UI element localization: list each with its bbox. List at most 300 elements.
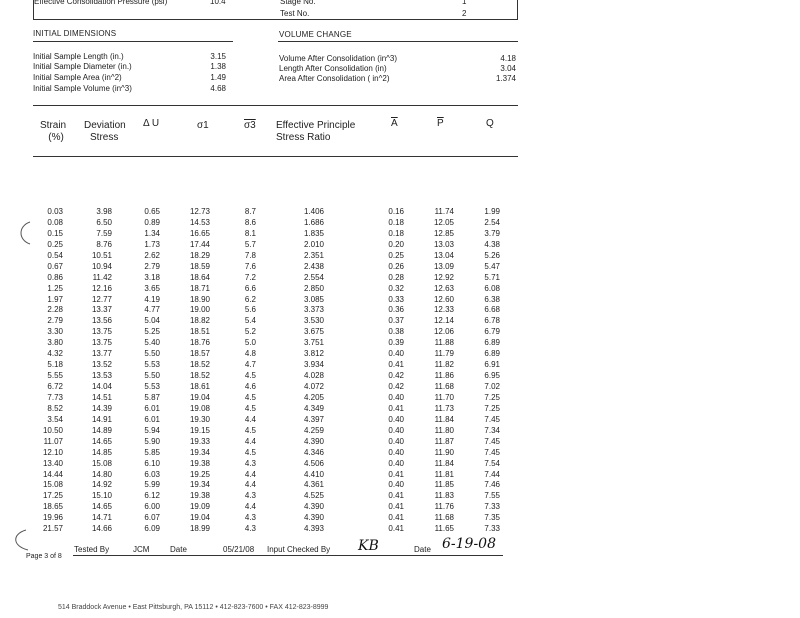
cell-sigma1: 19.09 — [189, 502, 210, 512]
cell-a: 0.40 — [388, 349, 404, 359]
cell-p: 11.80 — [434, 425, 454, 435]
cell-ratio: 4.390 — [303, 513, 324, 523]
col-deviator — [84, 120, 126, 144]
cell-sigma3: 4.3 — [244, 458, 256, 468]
cell-ratio: 4.028 — [303, 371, 324, 381]
cell-sigma1: 16.65 — [189, 228, 210, 238]
cell-ratio: 4.205 — [303, 392, 324, 402]
cell-ratio: 3.675 — [303, 327, 324, 337]
cell-q: 2.54 — [484, 217, 500, 227]
cell-deviator: 13.56 — [91, 316, 112, 326]
cell-sigma1: 18.76 — [189, 338, 210, 348]
cell-delta-u: 4.19 — [144, 294, 160, 304]
cell-delta-u: 0.89 — [144, 217, 160, 227]
area-after-label: Area After Consolidation ( in^2) — [279, 74, 390, 83]
cell-strain: 0.86 — [47, 272, 63, 282]
col-sigma3: σ3 — [244, 120, 256, 131]
cell-delta-u: 6.03 — [144, 469, 160, 479]
cell-sigma1: 19.04 — [189, 392, 210, 402]
cell-deviator: 14.80 — [91, 469, 112, 479]
cell-ratio: 4.072 — [303, 382, 324, 391]
table-row — [28, 251, 508, 262]
cell-a: 0.16 — [388, 207, 404, 216]
cell-strain: 2.28 — [47, 305, 63, 315]
cell-delta-u: 5.50 — [144, 349, 160, 359]
tested-by-value: JCM — [133, 545, 150, 554]
cell-p: 11.68 — [434, 382, 454, 391]
col-p: $\overline{P}$ — [437, 118, 444, 129]
cell-sigma3: 7.2 — [244, 272, 256, 282]
cell-delta-u: 5.53 — [144, 382, 160, 391]
cell-delta-u: 2.62 — [144, 250, 160, 260]
cell-deviator: 6.50 — [96, 217, 112, 227]
table-row — [28, 349, 508, 360]
cell-a: 0.41 — [388, 360, 404, 370]
cell-p: 11.73 — [434, 403, 454, 413]
cell-p: 12.63 — [433, 283, 454, 293]
cell-sigma1: 18.61 — [189, 382, 210, 391]
cell-delta-u: 5.90 — [144, 436, 160, 446]
cell-delta-u: 6.07 — [144, 513, 160, 523]
cell-sigma1: 18.52 — [189, 360, 210, 370]
cell-p: 11.74 — [434, 207, 454, 216]
cell-p: 13.04 — [433, 250, 454, 260]
cell-sigma1: 18.64 — [189, 272, 210, 282]
cell-a: 0.41 — [388, 469, 404, 479]
cell-deviator: 11.42 — [92, 272, 112, 282]
cell-a: 0.40 — [388, 458, 404, 468]
cell-strain: 1.97 — [47, 294, 63, 304]
cell-p: 11.86 — [434, 371, 454, 381]
cell-strain: 17.25 — [42, 491, 63, 501]
table-row — [28, 338, 508, 349]
cell-p: 11.90 — [434, 447, 454, 457]
cell-sigma1: 18.29 — [189, 250, 210, 260]
cell-strain: 0.15 — [47, 228, 63, 238]
cell-deviator: 14.89 — [91, 425, 112, 435]
initial-dimensions-heading: INITIAL DIMENSIONS — [33, 29, 117, 38]
cell-q: 7.45 — [484, 436, 500, 446]
cell-a: 0.40 — [388, 480, 404, 490]
cell-strain: 6.72 — [47, 382, 63, 391]
cell-a: 0.40 — [388, 436, 404, 446]
cell-strain: 4.32 — [47, 349, 63, 359]
cell-q: 7.35 — [484, 513, 500, 523]
cell-ratio: 4.397 — [303, 414, 324, 424]
cell-delta-u: 6.01 — [144, 403, 160, 413]
cell-sigma3: 4.4 — [244, 480, 256, 490]
cell-ratio: 3.751 — [303, 338, 324, 348]
cell-ratio: 1.686 — [303, 217, 324, 227]
cell-deviator: 13.52 — [91, 360, 112, 370]
cell-sigma3: 4.3 — [244, 524, 256, 534]
cell-sigma3: 4.8 — [244, 349, 256, 359]
cell-ratio: 4.390 — [303, 436, 324, 446]
cell-ratio: 4.393 — [303, 524, 324, 534]
cell-a: 0.42 — [388, 371, 404, 381]
cell-sigma3: 4.3 — [244, 491, 256, 501]
cell-p: 11.87 — [434, 436, 454, 446]
cell-ratio: 1.835 — [303, 228, 324, 238]
cell-a: 0.41 — [388, 524, 404, 534]
cell-sigma1: 19.38 — [189, 491, 210, 501]
right-border — [517, 0, 518, 20]
cell-delta-u: 5.04 — [144, 316, 160, 326]
cell-delta-u: 5.53 — [144, 360, 160, 370]
cell-strain: 2.79 — [47, 316, 63, 326]
cell-sigma3: 4.4 — [244, 414, 256, 424]
cell-q: 6.78 — [484, 316, 500, 326]
cell-sigma1: 18.57 — [189, 349, 210, 359]
cell-sigma3: 5.6 — [244, 305, 256, 315]
cell-p: 11.70 — [434, 392, 454, 402]
cell-ratio: 4.525 — [303, 491, 324, 501]
cell-q: 7.33 — [484, 524, 500, 534]
cell-delta-u: 5.50 — [144, 371, 160, 381]
cell-strain: 7.73 — [47, 392, 63, 402]
cell-strain: 19.96 — [42, 513, 63, 523]
cell-p: 11.82 — [434, 360, 454, 370]
cell-ratio: 2.010 — [303, 239, 324, 249]
table-row — [28, 327, 508, 338]
cell-deviator: 14.92 — [91, 480, 112, 490]
length-after-value: 3.04 — [500, 64, 516, 73]
col-deviator-subtitle: Stress — [90, 132, 119, 143]
volume-after-label: Volume After Consolidation (in^3) — [279, 54, 398, 63]
cell-p: 11.79 — [434, 349, 454, 359]
cell-p: 12.05 — [433, 217, 454, 227]
test-value: 2 — [462, 9, 467, 18]
table-row — [28, 207, 508, 218]
cell-a: 0.41 — [388, 491, 404, 501]
col-delta-u: Δ U — [143, 118, 160, 129]
col-deviator-title: Deviation — [84, 120, 126, 131]
cell-deviator: 15.08 — [91, 458, 112, 468]
cell-a: 0.20 — [388, 239, 404, 249]
table-row — [28, 262, 508, 273]
cell-sigma1: 18.82 — [189, 316, 210, 326]
table-row — [28, 480, 508, 491]
cell-q: 7.34 — [484, 425, 500, 435]
cell-q: 5.47 — [484, 261, 500, 271]
cell-delta-u: 6.00 — [144, 502, 160, 512]
cell-delta-u: 5.99 — [144, 480, 160, 490]
cell-a: 0.38 — [388, 327, 404, 337]
cell-sigma3: 7.8 — [244, 250, 256, 260]
cell-sigma3: 8.7 — [244, 207, 256, 216]
cell-a: 0.41 — [388, 513, 404, 523]
cell-strain: 12.10 — [42, 447, 63, 457]
cell-sigma1: 19.38 — [189, 458, 210, 468]
cell-q: 7.54 — [484, 458, 500, 468]
table-row — [28, 316, 508, 327]
cell-sigma3: 4.5 — [244, 371, 256, 381]
table-row — [28, 295, 508, 306]
cell-delta-u: 4.77 — [144, 305, 160, 315]
initial-diameter-value: 1.38 — [210, 62, 226, 71]
initial-length-label: Initial Sample Length (in.) — [33, 52, 124, 61]
cell-delta-u: 1.73 — [144, 239, 160, 249]
cell-q: 6.08 — [484, 283, 500, 293]
table-row — [28, 470, 508, 481]
cell-a: 0.41 — [388, 502, 404, 512]
cell-strain: 0.67 — [47, 261, 63, 271]
cell-sigma1: 18.90 — [189, 294, 210, 304]
cell-q: 7.25 — [484, 392, 500, 402]
cell-strain: 8.52 — [47, 403, 63, 413]
cell-strain: 11.07 — [43, 436, 63, 446]
cell-delta-u: 2.79 — [144, 261, 160, 271]
cell-a: 0.18 — [388, 217, 404, 227]
cell-p: 11.88 — [434, 338, 454, 348]
cell-p: 11.84 — [434, 414, 454, 424]
cell-sigma3: 4.4 — [244, 469, 256, 479]
cell-p: 12.06 — [433, 327, 454, 337]
cell-p: 11.85 — [434, 480, 454, 490]
cell-sigma3: 4.5 — [244, 403, 256, 413]
table-row — [28, 524, 508, 535]
cell-sigma1: 17.44 — [189, 239, 210, 249]
table-row — [28, 513, 508, 524]
cell-sigma1: 12.73 — [189, 207, 210, 216]
length-after-label: Length After Consolidation (in) — [279, 64, 387, 73]
header-bottom-rule — [33, 156, 518, 157]
cell-deviator: 14.65 — [91, 436, 112, 446]
page-number: Page 3 of 8 — [26, 553, 62, 560]
cell-q: 7.46 — [484, 480, 500, 490]
cell-sigma3: 4.5 — [244, 425, 256, 435]
cell-ratio: 1.406 — [303, 207, 324, 216]
col-strain — [40, 120, 66, 144]
consolidation-pressure-label: Effective Consolidation Pressure (psi) — [34, 0, 168, 6]
date-value: 05/21/08 — [223, 545, 255, 554]
cell-a: 0.28 — [388, 272, 404, 282]
cell-ratio: 2.438 — [303, 261, 324, 271]
cell-delta-u: 3.18 — [144, 272, 160, 282]
cell-q: 5.26 — [484, 250, 500, 260]
cell-deviator: 14.51 — [91, 392, 112, 402]
cell-strain: 10.50 — [42, 425, 63, 435]
cell-strain: 0.25 — [47, 239, 63, 249]
table-row — [28, 284, 508, 295]
cell-a: 0.40 — [388, 414, 404, 424]
table-row — [28, 404, 508, 415]
cell-deviator: 14.66 — [91, 524, 112, 534]
checked-by-initials: KB — [358, 538, 379, 554]
cell-delta-u: 1.34 — [144, 228, 160, 238]
cell-p: 11.76 — [434, 502, 454, 512]
cell-p: 11.83 — [434, 491, 454, 501]
cell-sigma1: 19.04 — [189, 513, 210, 523]
data-table — [28, 207, 508, 535]
initial-length-value: 3.15 — [210, 52, 226, 61]
cell-a: 0.37 — [388, 316, 404, 326]
cell-deviator: 14.71 — [91, 513, 112, 523]
cell-p: 12.60 — [433, 294, 454, 304]
cell-q: 7.25 — [484, 403, 500, 413]
cell-ratio: 4.390 — [303, 502, 324, 512]
cell-strain: 5.55 — [47, 371, 63, 381]
cell-a: 0.25 — [388, 250, 404, 260]
cell-sigma3: 8.6 — [244, 217, 256, 227]
cell-a: 0.18 — [388, 228, 404, 238]
table-row — [28, 273, 508, 284]
cell-ratio: 3.812 — [303, 349, 324, 359]
col-q: Q — [486, 118, 494, 129]
cell-strain: 0.03 — [47, 207, 63, 216]
table-row — [28, 305, 508, 316]
cell-strain: 14.44 — [42, 469, 63, 479]
table-row — [28, 502, 508, 513]
cell-sigma1: 18.59 — [189, 261, 210, 271]
date2-label: Date — [414, 545, 431, 554]
cell-sigma1: 19.15 — [189, 425, 210, 435]
cell-strain: 15.08 — [42, 480, 63, 490]
footer-bracket-mark — [8, 528, 32, 554]
cell-q: 4.38 — [484, 239, 500, 249]
cell-delta-u: 6.09 — [144, 524, 160, 534]
cell-ratio: 3.085 — [303, 294, 324, 304]
cell-sigma3: 4.7 — [244, 360, 256, 370]
cell-deviator: 10.51 — [91, 250, 112, 260]
cell-q: 7.45 — [484, 414, 500, 424]
table-row — [28, 491, 508, 502]
cell-a: 0.42 — [388, 382, 404, 391]
col-strain-title: Strain — [40, 120, 67, 131]
cell-sigma1: 19.33 — [189, 436, 210, 446]
cell-ratio: 4.361 — [303, 480, 324, 490]
stage-label: Stage No. — [280, 0, 316, 6]
cell-strain: 18.65 — [42, 502, 63, 512]
initial-volume-value: 4.68 — [210, 84, 226, 93]
cell-sigma3: 4.4 — [244, 502, 256, 512]
table-row — [28, 229, 508, 240]
tested-by-label: Tested By — [74, 545, 110, 554]
cell-a: 0.40 — [388, 447, 404, 457]
cell-sigma3: 4.4 — [244, 436, 256, 446]
company-address: 514 Braddock Avenue • East Pittsburgh, PA 15112 • 412-823-7600 • FAX 412-823-8999 — [58, 604, 329, 611]
table-row — [28, 448, 508, 459]
cell-ratio: 3.373 — [303, 305, 324, 315]
cell-deviator: 3.98 — [96, 207, 112, 216]
cell-sigma3: 6.2 — [244, 294, 256, 304]
table-row — [28, 437, 508, 448]
col-ratio-subtitle: Stress Ratio — [276, 132, 331, 143]
cell-deviator: 15.10 — [91, 491, 112, 501]
cell-deviator: 7.59 — [96, 228, 112, 238]
stage-value: 1 — [462, 0, 467, 6]
cell-sigma1: 19.25 — [189, 469, 210, 479]
volume-rule — [278, 41, 518, 42]
area-after-value: 1.374 — [495, 74, 516, 83]
initial-rule — [33, 41, 233, 42]
cell-sigma1: 18.52 — [189, 371, 210, 381]
cell-deviator: 14.39 — [91, 403, 112, 413]
cell-sigma3: 5.0 — [244, 338, 256, 348]
cell-q: 7.45 — [484, 447, 500, 457]
cell-deviator: 10.94 — [91, 261, 112, 271]
col-principal-ratio — [276, 120, 355, 144]
footer-rule — [73, 555, 503, 556]
cell-delta-u: 5.87 — [144, 392, 160, 402]
volume-change-heading: VOLUME CHANGE — [279, 30, 352, 39]
cell-q: 7.33 — [484, 502, 500, 512]
cell-sigma3: 4.3 — [244, 513, 256, 523]
cell-strain: 3.54 — [47, 414, 63, 424]
cell-sigma1: 18.71 — [189, 283, 210, 293]
cell-ratio: 4.349 — [303, 403, 324, 413]
cell-q: 7.44 — [484, 469, 500, 479]
date-label: Date — [170, 545, 187, 554]
cell-ratio: 3.530 — [303, 316, 324, 326]
cell-a: 0.39 — [388, 338, 404, 348]
margin-bracket-mark — [14, 220, 34, 246]
cell-sigma3: 4.6 — [244, 382, 256, 391]
table-row — [28, 218, 508, 229]
cell-deviator: 8.76 — [96, 239, 112, 249]
initial-area-value: 1.49 — [210, 73, 226, 82]
cell-sigma1: 19.34 — [189, 480, 210, 490]
initial-volume-label: Initial Sample Volume (in^3) — [33, 84, 132, 93]
cell-delta-u: 5.85 — [144, 447, 160, 457]
cell-delta-u: 6.01 — [144, 414, 160, 424]
cell-strain: 3.80 — [47, 338, 63, 348]
table-row — [28, 393, 508, 404]
cell-ratio: 4.410 — [303, 469, 324, 479]
cell-q: 6.38 — [484, 294, 500, 304]
initial-diameter-label: Initial Sample Diameter (in.) — [33, 62, 132, 71]
checked-by-label: Input Checked By — [267, 545, 331, 554]
cell-delta-u: 0.65 — [144, 207, 160, 216]
cell-sigma1: 19.00 — [189, 305, 210, 315]
cell-q: 6.91 — [484, 360, 500, 370]
cell-sigma1: 19.30 — [189, 414, 210, 424]
cell-q: 3.79 — [484, 228, 500, 238]
cell-strain: 13.40 — [42, 458, 63, 468]
table-row — [28, 360, 508, 371]
table-row — [28, 240, 508, 251]
cell-delta-u: 5.40 — [144, 338, 160, 348]
cell-q: 6.68 — [484, 305, 500, 315]
top-rule — [33, 19, 518, 20]
cell-sigma1: 18.51 — [189, 327, 210, 337]
cell-p: 11.84 — [434, 458, 454, 468]
cell-deviator: 13.53 — [91, 371, 112, 381]
table-row — [28, 426, 508, 437]
cell-sigma3: 6.6 — [244, 283, 256, 293]
cell-p: 11.81 — [434, 469, 454, 479]
cell-p: 12.33 — [433, 305, 454, 315]
cell-p: 11.65 — [434, 524, 454, 534]
cell-a: 0.26 — [388, 261, 404, 271]
cell-deviator: 13.77 — [91, 349, 112, 359]
cell-ratio: 4.259 — [303, 425, 324, 435]
cell-a: 0.33 — [388, 294, 404, 304]
cell-p: 12.14 — [433, 316, 454, 326]
initial-area-label: Initial Sample Area (in^2) — [33, 73, 122, 82]
cell-a: 0.36 — [388, 305, 404, 315]
cell-a: 0.40 — [388, 425, 404, 435]
table-row — [28, 371, 508, 382]
cell-ratio: 3.934 — [303, 360, 324, 370]
cell-sigma1: 14.53 — [189, 217, 210, 227]
cell-q: 5.71 — [484, 272, 500, 282]
cell-q: 6.89 — [484, 349, 500, 359]
cell-ratio: 4.506 — [303, 458, 324, 468]
cell-a: 0.32 — [388, 283, 404, 293]
cell-strain: 3.30 — [47, 327, 63, 337]
cell-sigma1: 19.08 — [189, 403, 210, 413]
